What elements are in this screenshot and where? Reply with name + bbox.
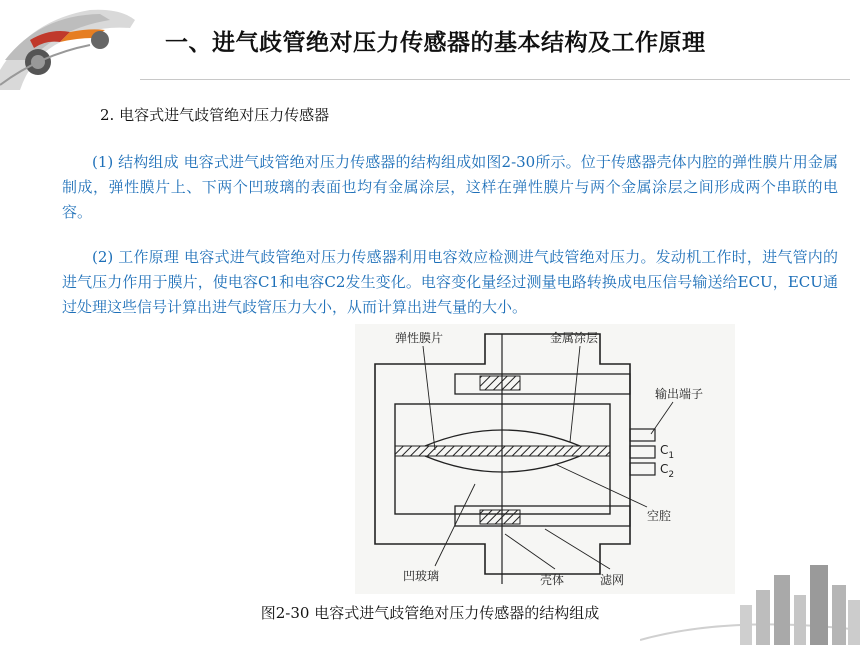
figure-caption: 图2-30 电容式进气歧管绝对压力传感器的结构组成 (260, 604, 600, 622)
page-title: 一、进气歧管绝对压力传感器的基本结构及工作原理 (165, 30, 706, 56)
label-output-terminal: 输出端子 (655, 387, 704, 401)
paragraph-structure: (1) 结构组成 电容式进气歧管绝对压力传感器的结构组成如图2-30所示。位于传感器壳体内腔的弹性膜片用金属制成，弹性膜片上、下两个凹玻璃的表面也均有金属涂层，这样在弹性膜片与两个金属涂层之间形成两个串联的电容。 (62, 153, 838, 221)
paragraph-principle: (2) 工作原理 电容式进气歧管绝对压力传感器利用电容效应检测进气歧管绝对压力。发动机工作时，进气管内的进气压力作用于膜片，使电容C1和电容C2发生变化。电容变化量经过测量电路转换成电压信号输送给ECU，ECU通过处理这些信号计算出进气歧管压力大小，从而计算出进气量的大小。 (62, 248, 838, 316)
city-skyline-decoration (640, 560, 860, 645)
label-concave-glass: 凹玻璃 (403, 569, 440, 583)
label-filter: 滤网 (600, 573, 625, 587)
car-logo (0, 0, 140, 90)
section-heading: 2. 电容式进气歧管绝对压力传感器 (100, 106, 330, 124)
label-c1: $C_1$ (660, 443, 675, 461)
label-cavity: 空腔 (647, 509, 672, 523)
title-divider (140, 79, 850, 80)
label-housing: 壳体 (540, 573, 565, 587)
label-c2: $C_2$ (660, 462, 675, 480)
sensor-structure-diagram (355, 324, 735, 594)
label-metal-coating: 金属涂层 (550, 331, 599, 345)
label-diaphragm: 弹性膜片 (395, 331, 444, 345)
